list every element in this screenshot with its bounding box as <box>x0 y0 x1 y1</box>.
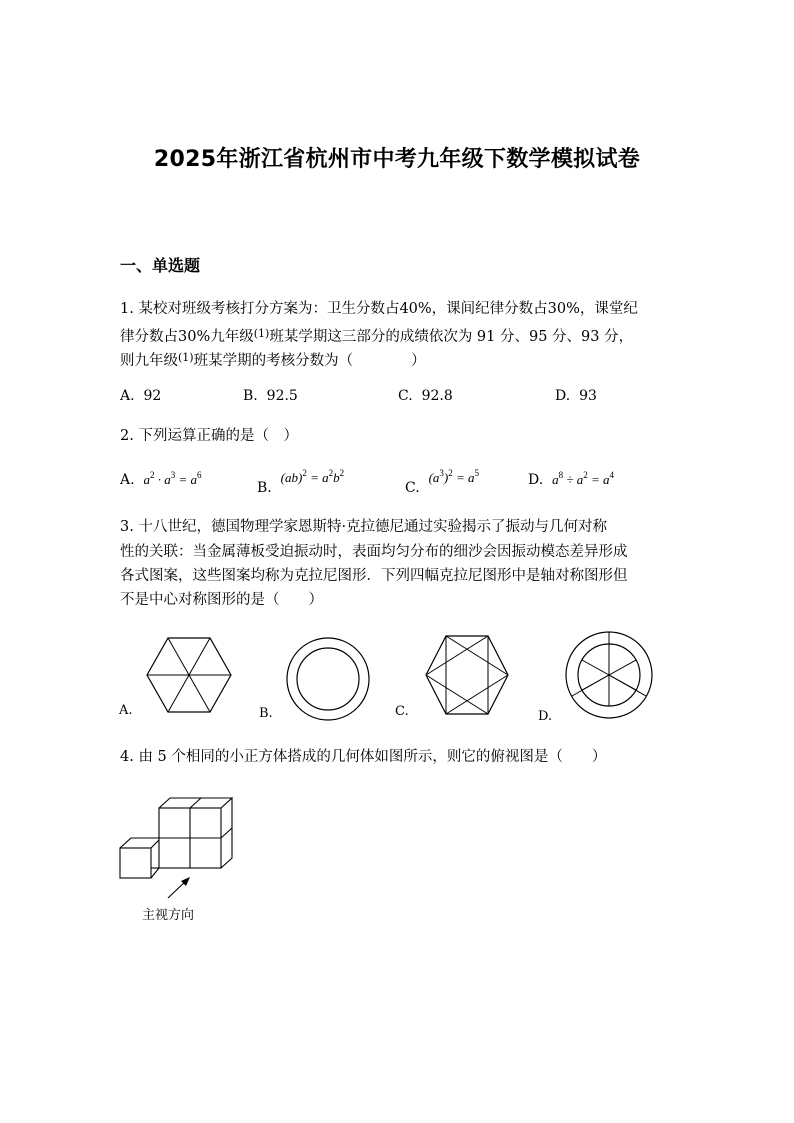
q3-figure-c <box>424 634 510 716</box>
q1-option-b-text: 92.5 <box>266 388 298 404</box>
q2-b-post: b <box>333 470 340 485</box>
q4-view-direction-arrow <box>164 876 194 902</box>
q2-option-b-formula <box>281 470 344 485</box>
q3-line-1: 3. 十八世纪，德国物理学家恩斯特·克拉德尼通过实验揭示了振动与几何对称 <box>120 519 608 535</box>
q1-option-c <box>398 388 453 404</box>
q2-option-a-formula <box>143 472 201 487</box>
q1-option-b <box>243 388 298 404</box>
q3-figure-b <box>285 636 371 722</box>
q2-b-exp3: 2 <box>339 468 345 478</box>
q3-option-c-label: C. <box>395 704 409 719</box>
q2-option-c-formula <box>429 470 479 485</box>
q1-option-d-text: 93 <box>579 388 597 404</box>
q2-a-post: = a <box>175 472 197 487</box>
q1-option-a <box>120 388 161 404</box>
q2-option-d-letter: D. <box>528 472 544 488</box>
q2-option-a-letter: A. <box>120 472 135 488</box>
q2-a-exp2: 3 <box>170 470 176 480</box>
q1-line-3 <box>120 346 426 373</box>
q4-cube-figure <box>119 796 233 882</box>
q2-b-mid: = a <box>306 470 329 485</box>
q2-d-mid: ÷ a <box>563 472 584 487</box>
q1-option-c-text: 92.8 <box>421 388 453 404</box>
q2-stem: 2. 下列运算正确的是（ ） <box>120 428 298 444</box>
q1-line-2-b: 班某学期这三部分的成绩依次为 91 分、95 分、93 分， <box>269 329 634 345</box>
q2-c-exp1: 3 <box>439 468 444 478</box>
q1-option-a-text: 92 <box>143 388 162 404</box>
q2-c-base: (a <box>428 470 440 485</box>
q3-figure-d <box>564 630 654 720</box>
q1-option-b-letter: B. <box>243 388 258 404</box>
q3-option-d-label: D. <box>538 709 553 724</box>
q1-line-2 <box>120 322 633 349</box>
q2-a-exp3: 6 <box>197 470 202 480</box>
q2-c-exp3: 5 <box>474 468 480 478</box>
q1-line-3-a: 则九年级 <box>120 353 178 369</box>
q1-option-d <box>555 388 597 404</box>
q3-line-2: 性的关联：当金属薄板受迫振动时，表面均匀分布的细沙会因振动模态差异形成 <box>120 544 628 560</box>
q4-caption: 主视方向 <box>142 908 195 923</box>
q1-option-a-letter: A. <box>120 388 135 404</box>
section-heading: 一、单选题 <box>120 256 201 275</box>
q2-b-base: (ab) <box>280 470 303 485</box>
q1-line-1: 1. 某校对班级考核打分方案为：卫生分数占40%，课间纪律分数占30%，课堂纪 <box>120 301 638 317</box>
q1-class-marker: (1) <box>253 327 270 340</box>
q2-d-exp3: 4 <box>609 470 615 480</box>
q1-line-3-b: 班某学期的考核分数为（ ） <box>193 353 426 369</box>
q2-option-c <box>405 468 480 496</box>
q2-option-d-formula <box>552 472 614 487</box>
q2-d-post: = a <box>587 472 610 487</box>
q2-b-exp2: 2 <box>328 468 334 478</box>
q3-figure-a <box>145 636 233 716</box>
q2-option-b <box>257 468 345 496</box>
q1-option-d-letter: D. <box>555 388 571 404</box>
q1-line-2-a: 律分数占30%九年级 <box>120 329 254 345</box>
q3-option-a-label: A. <box>119 703 133 718</box>
q1-class-marker-2: (1) <box>178 351 194 364</box>
q2-option-a <box>120 470 202 488</box>
q2-option-d <box>528 470 614 488</box>
q2-b-exp1: 2 <box>302 468 307 478</box>
q2-c-mid: ) <box>443 470 449 485</box>
q1-option-c-letter: C. <box>398 388 413 404</box>
q2-option-c-letter: C. <box>405 480 420 496</box>
q3-line-4: 不是中心对称图形的是（ ） <box>120 592 323 608</box>
q2-option-b-letter: B. <box>257 480 272 496</box>
q3-line-3: 各式图案，这些图案均称为克拉尼图形．下列四幅克拉尼图形中是轴对称图形但 <box>120 568 628 584</box>
q2-c-exp2: 2 <box>448 468 453 478</box>
q2-d-exp1: 8 <box>558 470 564 480</box>
q2-a-exp1: 2 <box>149 470 155 480</box>
q2-d-exp2: 2 <box>583 470 588 480</box>
q2-d-base: a <box>552 472 559 487</box>
q2-c-post: = a <box>452 470 475 485</box>
q2-a-base: a <box>143 472 150 487</box>
q3-option-b-label: B. <box>259 706 273 721</box>
q2-a-mid: · a <box>154 472 171 487</box>
page-title: 2025年浙江省杭州市中考九年级下数学模拟试卷 <box>153 147 641 172</box>
q4-stem: 4. 由 5 个相同的小正方体搭成的几何体如图所示，则它的俯视图是（ ） <box>120 749 607 765</box>
